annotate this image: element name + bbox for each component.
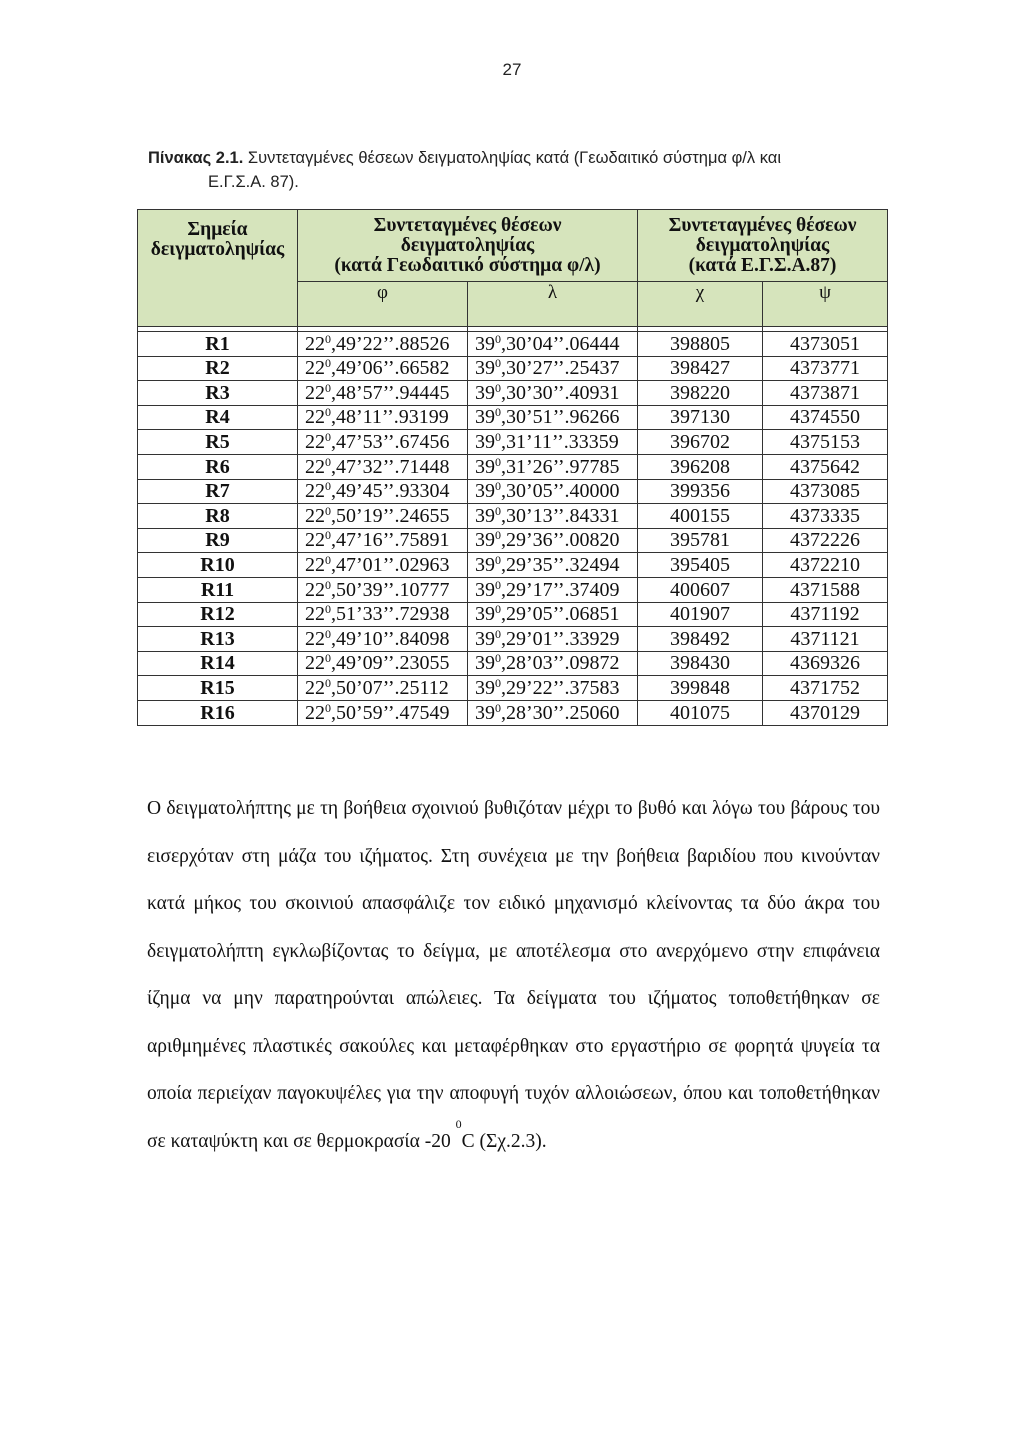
- coordinates-table: [137, 209, 888, 726]
- longitude-cell: $39^0,29’36’’.00820$: [468, 528, 638, 553]
- sampling-point-cell: R5: [138, 430, 298, 455]
- longitude-cell: $39^0,28’30’’.25060$: [468, 700, 638, 725]
- y-coordinate-cell: 4372226: [763, 528, 888, 553]
- table-row: [138, 627, 888, 652]
- subheader-x: χ: [638, 282, 763, 327]
- x-coordinate-cell: 398492: [638, 627, 763, 652]
- x-coordinate-cell: 398805: [638, 332, 763, 357]
- sampling-point-cell: R12: [138, 602, 298, 627]
- latitude-cell: $22^0,47’32’’.71448$: [298, 454, 468, 479]
- sampling-point-cell: R15: [138, 676, 298, 701]
- y-coordinate-cell: 4371192: [763, 602, 888, 627]
- subheader-lambda: λ: [468, 282, 638, 327]
- latitude-cell: $22^0,48’57’’.94445$: [298, 381, 468, 406]
- y-coordinate-cell: 4373335: [763, 504, 888, 529]
- latitude-cell: $22^0,48’11’’.93199$: [298, 405, 468, 430]
- latitude-cell: $22^0,50’19’’.24655$: [298, 504, 468, 529]
- latitude-cell: $22^0,49’10’’.84098$: [298, 627, 468, 652]
- sampling-point-cell: R6: [138, 454, 298, 479]
- body-paragraph: [147, 785, 880, 1165]
- caption-text-line1: Συντεταγμένες θέσεων δειγματοληψίας κατά (Γεωδαιτικό σύστημα φ/λ και: [247, 149, 781, 167]
- longitude-cell: $39^0,30’13’’.84331$: [468, 504, 638, 529]
- sampling-point-cell: R1: [138, 332, 298, 357]
- latitude-cell: $22^0,47’01’’.02963$: [298, 553, 468, 578]
- y-coordinate-cell: 4372210: [763, 553, 888, 578]
- y-coordinate-cell: 4373871: [763, 381, 888, 406]
- latitude-cell: $22^0,50’07’’.25112$: [298, 676, 468, 701]
- sampling-point-cell: R14: [138, 651, 298, 676]
- x-coordinate-cell: 401075: [638, 700, 763, 725]
- sampling-point-cell: R4: [138, 405, 298, 430]
- table-row: [138, 356, 888, 381]
- x-coordinate-cell: 397130: [638, 405, 763, 430]
- latitude-cell: $22^0,50’59’’.47549$: [298, 700, 468, 725]
- paragraph-text: Ο δειγματολήπτης με τη βοήθεια σχοινιού βυθιζόταν μέχρι το βυθό και λόγω του βάρους του εισερχόταν στη μάζα του ιζήματος. Στη συνέχεια με την βοήθεια βαριδίου που κινούνταν κατά μήκος του σκοινιού απασφάλιζε τον ειδικό μηχανισμό κλείνοντας τα δύο άκρα του δειγματολήπτη εγκλωβίζοντας το δείγμα, με αποτέλεσμα στο ανερχόμενο στην επιφάνεια ίζημα να μην παρατηρούνται απώλειες. Τα δείγματα του ιζήματος τοποθετήθηκαν σε αριθμημένες πλαστικές σακούλες και μεταφέρθηκαν στο εργαστήριο σε φορητά ψυγεία τα οποία περιείχαν παγοκυψέλες για την αποφυγή τυχόν αλλοιώσεων, όπου και τοποθετήθηκαν σε καταψύκτη και σε θερμοκρασία -20: [147, 798, 880, 1152]
- subheader-phi: φ: [298, 282, 468, 327]
- latitude-cell: $22^0,47’53’’.67456$: [298, 430, 468, 455]
- table-row: [138, 504, 888, 529]
- sampling-point-cell: R9: [138, 528, 298, 553]
- sampling-point-cell: R2: [138, 356, 298, 381]
- x-coordinate-cell: 399848: [638, 676, 763, 701]
- longitude-cell: $39^0,29’17’’.37409$: [468, 577, 638, 602]
- sampling-point-cell: R13: [138, 627, 298, 652]
- x-coordinate-cell: 398427: [638, 356, 763, 381]
- sampling-point-cell: R10: [138, 553, 298, 578]
- x-coordinate-cell: 401907: [638, 602, 763, 627]
- y-coordinate-cell: 4371588: [763, 577, 888, 602]
- longitude-cell: $39^0,28’03’’.09872$: [468, 651, 638, 676]
- y-coordinate-cell: 4375642: [763, 454, 888, 479]
- longitude-cell: $39^0,31’26’’.97785$: [468, 454, 638, 479]
- x-coordinate-cell: 396702: [638, 430, 763, 455]
- table-caption: [148, 146, 868, 194]
- table-row: [138, 700, 888, 725]
- longitude-cell: $39^0,30’04’’.06444$: [468, 332, 638, 357]
- table-row: [138, 676, 888, 701]
- sampling-point-cell: R7: [138, 479, 298, 504]
- header-egsa-coords: Συντεταγμένες θέσεων δειγματοληψίας (κατά Ε.Γ.Σ.Α.87): [638, 210, 888, 282]
- y-coordinate-cell: 4375153: [763, 430, 888, 455]
- table-header-row: [138, 210, 888, 282]
- latitude-cell: $22^0,50’39’’.10777$: [298, 577, 468, 602]
- table-row: [138, 553, 888, 578]
- table-row: [138, 528, 888, 553]
- table-body: [138, 332, 888, 726]
- table-row: [138, 332, 888, 357]
- longitude-cell: $39^0,29’22’’.37583$: [468, 676, 638, 701]
- sampling-point-cell: R16: [138, 700, 298, 725]
- paragraph-text-end: C (Σχ.2.3).: [461, 1130, 547, 1152]
- x-coordinate-cell: 400607: [638, 577, 763, 602]
- subheader-y: ψ: [763, 282, 888, 327]
- caption-label: Πίνακας 2.1.: [148, 149, 244, 167]
- caption-text-line2: Ε.Γ.Σ.Α. 87).: [208, 173, 299, 191]
- x-coordinate-cell: 398220: [638, 381, 763, 406]
- x-coordinate-cell: 398430: [638, 651, 763, 676]
- latitude-cell: $22^0,49’22’’.88526$: [298, 332, 468, 357]
- table-row: [138, 405, 888, 430]
- longitude-cell: $39^0,30’05’’.40000$: [468, 479, 638, 504]
- y-coordinate-cell: 4371752: [763, 676, 888, 701]
- y-coordinate-cell: 4373051: [763, 332, 888, 357]
- table-row: [138, 430, 888, 455]
- sampling-point-cell: R3: [138, 381, 298, 406]
- table-row: [138, 651, 888, 676]
- longitude-cell: $39^0,30’27’’.25437$: [468, 356, 638, 381]
- latitude-cell: $22^0,51’33’’.72938$: [298, 602, 468, 627]
- y-coordinate-cell: 4371121: [763, 627, 888, 652]
- table-row: [138, 577, 888, 602]
- page-number: 27: [502, 60, 522, 79]
- table-row: [138, 381, 888, 406]
- longitude-cell: $39^0,31’11’’.33359$: [468, 430, 638, 455]
- longitude-cell: $39^0,30’30’’.40931$: [468, 381, 638, 406]
- header-sampling-points: Σημεία δειγματοληψίας: [138, 210, 298, 327]
- latitude-cell: $22^0,49’45’’.93304$: [298, 479, 468, 504]
- sampling-point-cell: R11: [138, 577, 298, 602]
- x-coordinate-cell: 395781: [638, 528, 763, 553]
- latitude-cell: $22^0,49’06’’.66582$: [298, 356, 468, 381]
- longitude-cell: $39^0,30’51’’.96266$: [468, 405, 638, 430]
- y-coordinate-cell: 4374550: [763, 405, 888, 430]
- y-coordinate-cell: 4373771: [763, 356, 888, 381]
- y-coordinate-cell: 4369326: [763, 651, 888, 676]
- x-coordinate-cell: 399356: [638, 479, 763, 504]
- table-row: [138, 602, 888, 627]
- latitude-cell: $22^0,49’09’’.23055$: [298, 651, 468, 676]
- degree-superscript: 0: [455, 1116, 462, 1131]
- longitude-cell: $39^0,29’35’’.32494$: [468, 553, 638, 578]
- latitude-cell: $22^0,47’16’’.75891$: [298, 528, 468, 553]
- longitude-cell: $39^0,29’05’’.06851$: [468, 602, 638, 627]
- table-row: [138, 454, 888, 479]
- header-geodetic-coords: Συντεταγμένες θέσεων δειγματοληψίας (κατά Γεωδαιτικό σύστημα φ/λ): [298, 210, 638, 282]
- longitude-cell: $39^0,29’01’’.33929$: [468, 627, 638, 652]
- x-coordinate-cell: 400155: [638, 504, 763, 529]
- y-coordinate-cell: 4370129: [763, 700, 888, 725]
- table-row: [138, 479, 888, 504]
- x-coordinate-cell: 396208: [638, 454, 763, 479]
- y-coordinate-cell: 4373085: [763, 479, 888, 504]
- sampling-point-cell: R8: [138, 504, 298, 529]
- x-coordinate-cell: 395405: [638, 553, 763, 578]
